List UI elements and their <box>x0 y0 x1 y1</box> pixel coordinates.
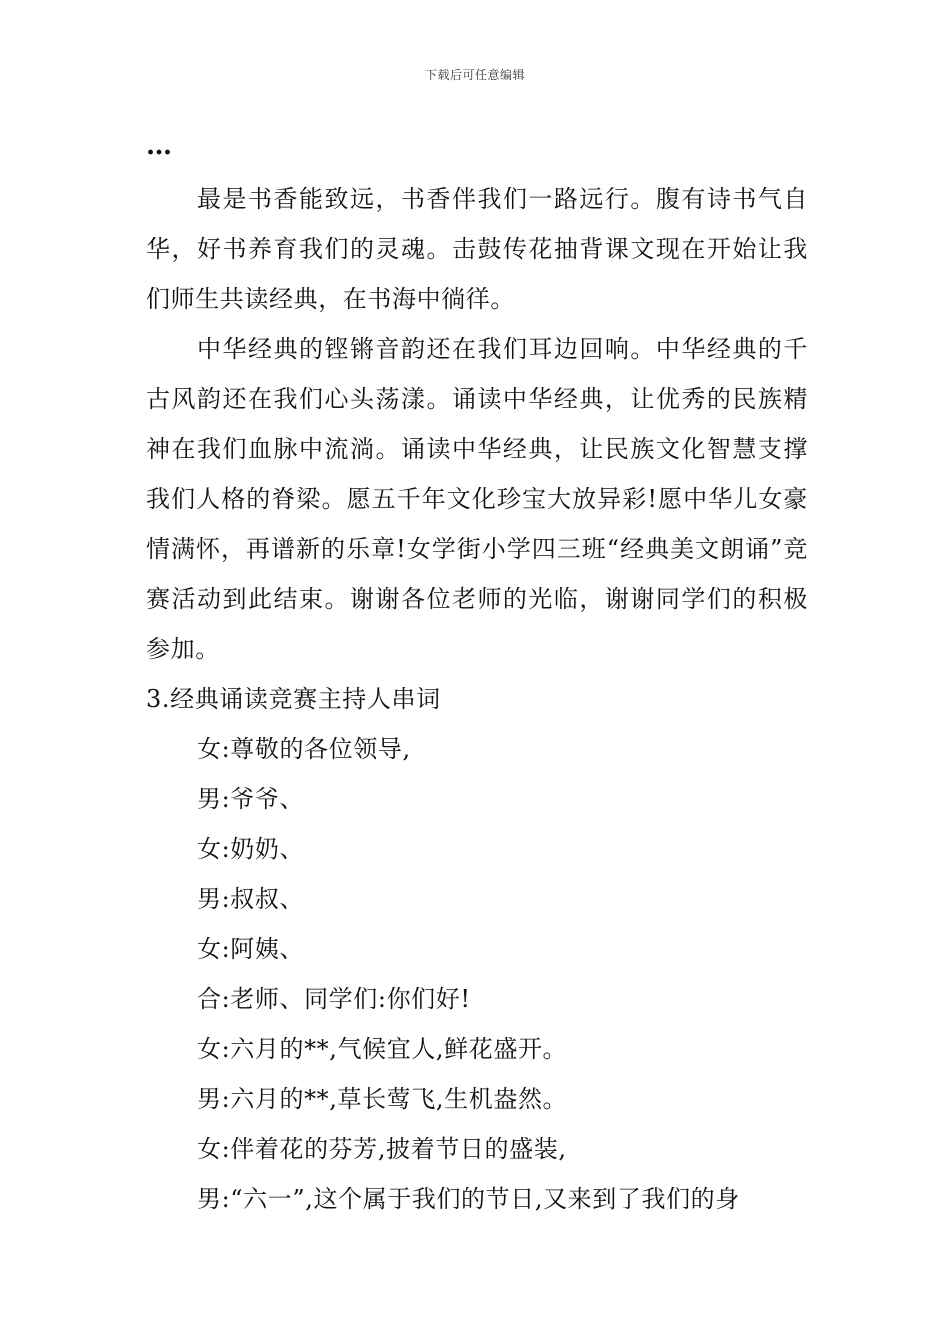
document-body <box>146 126 808 1224</box>
script-line: 男:六月的**,草长莺飞,生机盎然。 <box>197 1085 568 1113</box>
paragraph-1: 最是书香能致远，书香伴我们一路远行。腹有诗书气自华，好书养育我们的灵魂。击鼓传花抽背课文现在开始让我们师生共读经典，在书海中徜徉。 <box>146 185 808 313</box>
script-line: 女:阿姨、 <box>197 935 305 963</box>
header-note: 下载后可任意编辑 <box>424 68 525 82</box>
script-line: 女:六月的**,气候宜人,鲜花盛开。 <box>197 1035 568 1063</box>
script-line: 女:伴着花的芬芳,披着节日的盛装, <box>197 1135 567 1163</box>
script-line: 男:叔叔、 <box>197 885 305 913</box>
script-line: 女:奶奶、 <box>197 835 305 863</box>
script-line: 男:“六一”,这个属于我们的节日,又来到了我们的身 <box>197 1185 740 1213</box>
script-line: 合:老师、同学们:你们好! <box>197 985 471 1013</box>
section-title: 3.经典诵读竞赛主持人串词 <box>146 685 441 713</box>
script-line: 男:爷爷、 <box>197 785 305 813</box>
script-line: 女:尊敬的各位领导, <box>197 735 411 763</box>
ellipsis: … <box>146 131 172 161</box>
paragraph-2: 中华经典的铿锵音韵还在我们耳边回响。中华经典的千古风韵还在我们心头荡漾。诵读中华经典，让优秀的民族精神在我们血脉中流淌。诵读中华经典，让民族文化智慧支撑我们人格的脊梁。愿五千年文化珍宝大放异彩!愿中华儿女豪情满怀，再谱新的乐章!女学街小学四三班“经典美文朗诵”竞赛活动到此结束。谢谢各位老师的光临，谢谢同学们的积极参加。 <box>146 335 808 663</box>
